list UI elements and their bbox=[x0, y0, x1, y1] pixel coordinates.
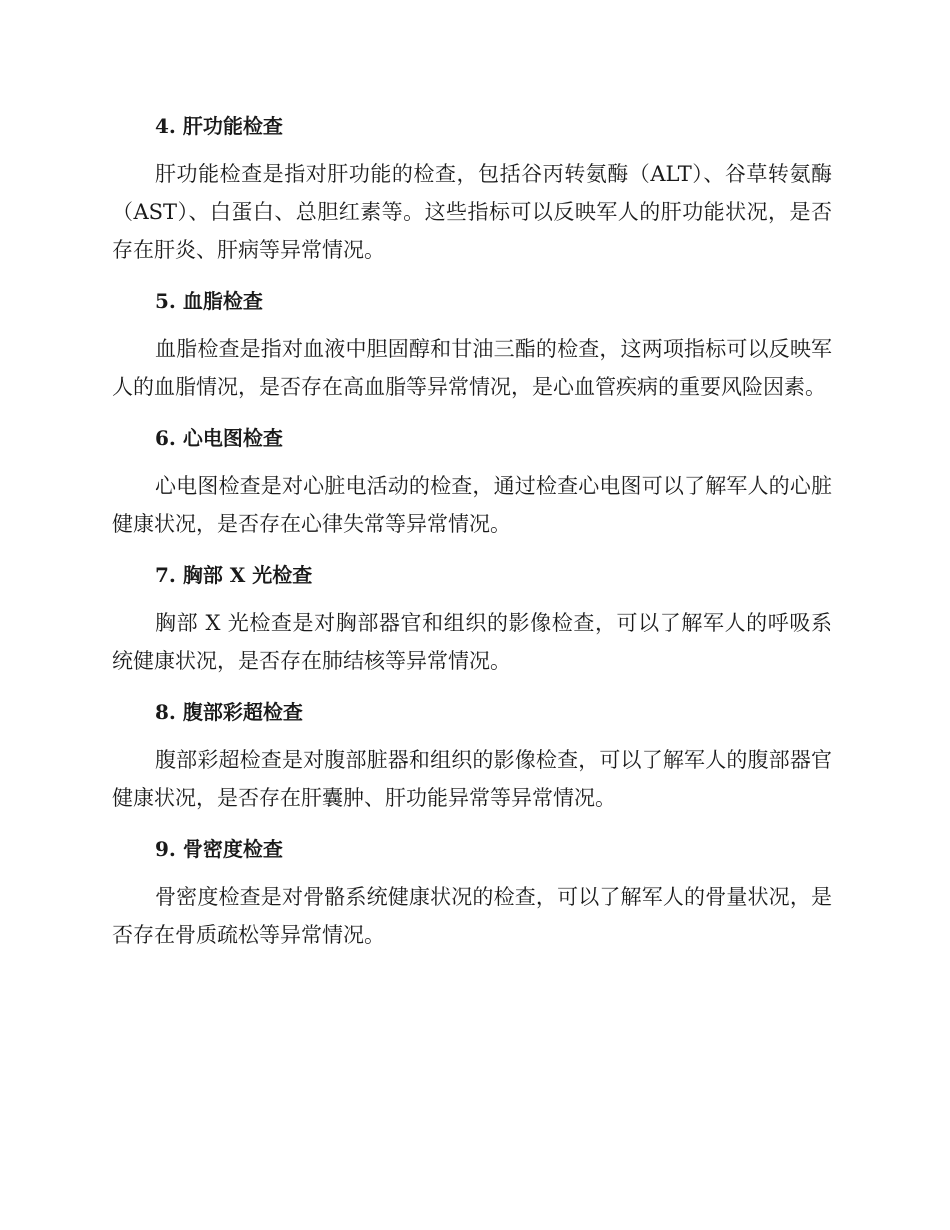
section-paragraph: 骨密度检查是对骨骼系统健康状况的检查，可以了解军人的骨量状况，是否存在骨质疏松等异常情况。 bbox=[112, 885, 832, 947]
section-paragraph: 心电图检查是对心脏电活动的检查，通过检查心电图可以了解军人的心脏健康状况，是否存在心律失常等异常情况。 bbox=[112, 474, 832, 536]
section-heading: 6. 心电图检查 bbox=[155, 426, 283, 450]
section-heading: 4. 肝功能检查 bbox=[155, 114, 283, 138]
section-chest-xray bbox=[112, 553, 832, 680]
document-body bbox=[112, 104, 832, 964]
section-liver-function bbox=[112, 104, 832, 269]
section-heading: 8. 腹部彩超检查 bbox=[155, 700, 303, 724]
section-heading: 9. 骨密度检查 bbox=[155, 837, 283, 861]
section-heading: 5. 血脂检查 bbox=[155, 289, 263, 313]
section-ecg bbox=[112, 416, 832, 543]
section-paragraph: 肝功能检查是指对肝功能的检查，包括谷丙转氨酶（ALT）、谷草转氨酶（AST）、白蛋白、总胆红素等。这些指标可以反映军人的肝功能状况，是否存在肝炎、肝病等异常情况。 bbox=[112, 162, 832, 262]
section-bone-density bbox=[112, 827, 832, 954]
section-paragraph: 血脂检查是指对血液中胆固醇和甘油三酯的检查，这两项指标可以反映军人的血脂情况，是否存在高血脂等异常情况，是心血管疾病的重要风险因素。 bbox=[112, 337, 832, 399]
section-paragraph: 胸部 X 光检查是对胸部器官和组织的影像检查，可以了解军人的呼吸系统健康状况，是否存在肺结核等异常情况。 bbox=[112, 611, 832, 673]
section-blood-lipid bbox=[112, 279, 832, 406]
section-abdominal-ultrasound bbox=[112, 690, 832, 817]
section-paragraph: 腹部彩超检查是对腹部脏器和组织的影像检查，可以了解军人的腹部器官健康状况，是否存在肝囊肿、肝功能异常等异常情况。 bbox=[112, 748, 832, 810]
section-heading: 7. 胸部 X 光检查 bbox=[155, 563, 313, 587]
